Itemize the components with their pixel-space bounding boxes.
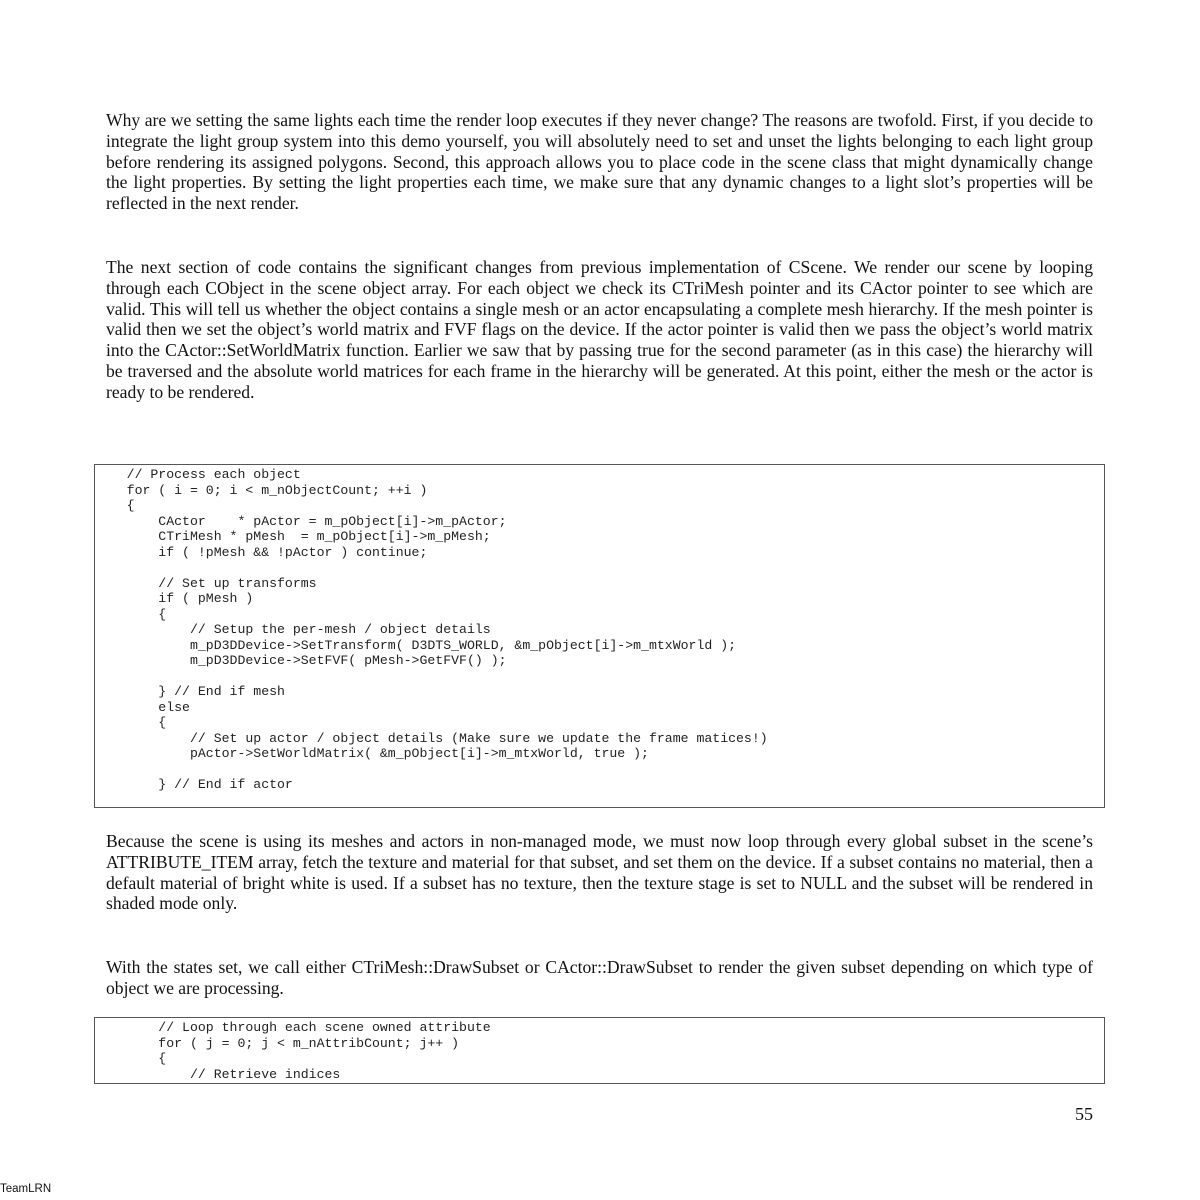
- code-line: else: [95, 700, 190, 715]
- paragraph-draw-subset: With the states set, we call either CTriMesh::DrawSubset or CActor::DrawSubset to render the given subset depending on which type of object we are processing.: [106, 957, 1093, 998]
- paragraph-lights-reasons: Why are we setting the same lights each time the render loop executes if they never change? The reasons are twofold. First, if you decide to integrate the light group system into this demo yourself, you will absolutely need to set and unset the lights belonging to each light group before rendering its assigned polygons. Second, this approach allows you to place code in the scene class that might dynamically change the light properties. By setting the light properties each time, we make sure that any dynamic changes to a light slot’s properties will be reflected in the next render.: [106, 110, 1093, 214]
- code-line: for ( j = 0; j < m_nAttribCount; j++ ): [95, 1036, 460, 1051]
- code-line: } // End if mesh: [95, 684, 285, 699]
- code-block-attribute-loop: [94, 1017, 1105, 1084]
- code-line: if ( !pMesh && !pActor ) continue;: [95, 545, 428, 560]
- code-line: {: [95, 715, 167, 730]
- code-line: if ( pMesh ): [95, 591, 254, 606]
- code-line: // Loop through each scene owned attribute: [95, 1020, 491, 1035]
- paragraph-render-loop: The next section of code contains the significant changes from previous implementation of CScene. We render our scene by looping through each CObject in the scene object array. For each object we check its CTriMesh pointer and its CActor pointer to see which are valid. This will tell us whether the object contains a single mesh or an actor encapsulating a complete mesh hierarchy. If the mesh pointer is valid then we set the object’s world matrix and FVF flags on the device. If the actor pointer is valid then we pass the object’s world matrix into the CActor::SetWorldMatrix function. Earlier we saw that by passing true for the second parameter (as in this case) the hierarchy will be traversed and the absolute world matrices for each frame in the hierarchy will be generated. At this point, either the mesh or the actor is ready to be rendered.: [106, 257, 1093, 402]
- code-line: CActor * pActor = m_pObject[i]->m_pActor;: [95, 514, 507, 529]
- code-line: for ( i = 0; i < m_nObjectCount; ++i ): [95, 483, 428, 498]
- code-line: {: [95, 1051, 167, 1066]
- code-line: } // End if actor: [95, 777, 293, 792]
- paragraph-non-managed-mode: Because the scene is using its meshes and actors in non-managed mode, we must now loop through every global subset in the scene’s ATTRIBUTE_ITEM array, fetch the texture and material for that subset, and set them on the device. If a subset contains no material, then a default material of bright white is used. If a subset has no texture, then the texture stage is set to NULL and the subset will be rendered in shaded mode only.: [106, 831, 1093, 914]
- code-line: // Setup the per-mesh / object details: [95, 622, 491, 637]
- code-line: {: [95, 607, 167, 622]
- code-line: pActor->SetWorldMatrix( &m_pObject[i]->m_mtxWorld, true );: [95, 746, 649, 761]
- code-line: {: [95, 498, 135, 513]
- code-line: m_pD3DDevice->SetTransform( D3DTS_WORLD, &m_pObject[i]->m_mtxWorld );: [95, 638, 737, 653]
- code-line: // Set up transforms: [95, 576, 317, 591]
- watermark-text: TeamLRN: [0, 1183, 52, 1195]
- code-line: // Process each object: [95, 467, 301, 482]
- code-line: // Set up actor / object details (Make sure we update the frame matices!): [95, 731, 768, 746]
- code-line: m_pD3DDevice->SetFVF( pMesh->GetFVF() );: [95, 653, 507, 668]
- page-number: 55: [1075, 1104, 1093, 1124]
- code-block-process-objects: [94, 464, 1105, 808]
- code-line: // Retrieve indices: [95, 1067, 341, 1082]
- code-line: CTriMesh * pMesh = m_pObject[i]->m_pMesh;: [95, 529, 491, 544]
